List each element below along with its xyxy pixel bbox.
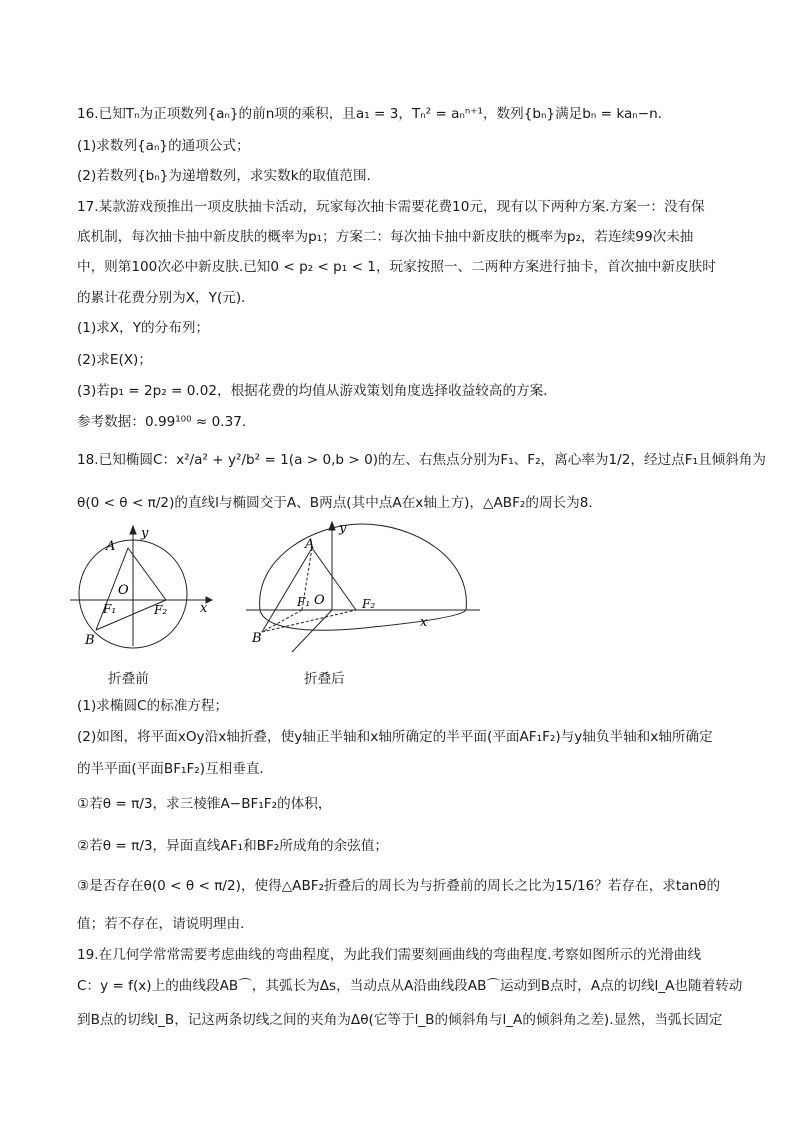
text-line-q17-a: 17.某款游戏预推出一项皮肤抽卡活动，玩家每次抽卡需要花费10元，现有以下两种方案.方案一：没有保: [77, 199, 705, 215]
figure-before-fold: [66, 522, 216, 654]
label-F2: F₂: [154, 603, 168, 617]
text-line-q18-2a: (2)如图，将平面xOy沿x轴折叠，使y轴正半轴和x轴所确定的半平面(平面AF₁F₂)与y轴负半轴和x轴所确定: [77, 729, 713, 745]
text-line-q19-c: 到B点的切线l_B，记这两条切线之间的夹角为Δθ(它等于l_B的倾斜角与l_A的倾斜角之差).显然，当弧长固定: [77, 1012, 723, 1028]
label-B: B: [85, 633, 95, 648]
text-line-q17-d: 的累计花费分别为X，Y(元)．: [77, 290, 255, 306]
label-O: O: [314, 593, 325, 608]
text-line-q18-b: θ(0 < θ < π/2)的直线l与椭圆交于A、B两点(其中点A在x轴上方)，△ABF₂的周长为8．: [77, 495, 602, 511]
text-line-q18-iii-a: ③是否存在θ(0 < θ < π/2)，使得△ABF₂折叠后的周长为与折叠前的周长之比为15/16？若存在，求tanθ的: [77, 878, 721, 894]
text-line-q18-2b: 的半平面(平面BF₁F₂)互相垂直．: [77, 761, 274, 777]
label-F1: F₁: [297, 595, 311, 609]
text-line-q17-b: 底机制，每次抽卡抽中新皮肤的概率为p₁；方案二：每次抽卡抽中新皮肤的概率为p₂，若连续99次未抽: [77, 229, 694, 245]
text-line-q17-c: 中，则第100次必中新皮肤.已知0 < p₂ < p₁ < 1，玩家按照一、二两种方案进行抽卡，首次抽中新皮肤时: [77, 259, 716, 275]
label-x: x: [200, 601, 208, 616]
label-A: A: [305, 537, 315, 552]
label-y: y: [339, 521, 347, 536]
label-O: O: [118, 583, 129, 598]
text-line-q19-b: C：y = f(x)上的曲线段AB⌒，其弧长为Δs，当动点从A沿曲线段AB⌒运动到B点时，A点的切线l_A也随着转动: [77, 978, 743, 994]
text-line-q19-a: 19.在几何学常常需要考虑曲线的弯曲程度，为此我们需要刻画曲线的弯曲程度.考察如图所示的光滑曲线: [77, 947, 702, 963]
text-line-q18-i: ①若θ = π/3，求三棱锥A−BF₁F₂的体积，: [77, 796, 332, 812]
text-line-q16-1: (1)求数列{aₙ}的通项公式；: [77, 138, 250, 154]
label-A: A: [106, 539, 116, 554]
label-y: y: [141, 526, 149, 541]
text-line-q17-1: (1)求X，Y的分布列；: [77, 320, 210, 336]
label-F2: F₂: [362, 597, 376, 611]
text-line-q18-1: (1)求椭圆C的标准方程；: [77, 698, 229, 714]
text-line-q16-2: (2)若数列{bₙ}为递增数列，求实数k的取值范围．: [77, 168, 381, 184]
text-line-q17-2: (2)求E(X)；: [77, 352, 152, 368]
text-line-q18-a: 18.已知椭圆C：x²/a² + y²/b² = 1(a > 0,b > 0)的左、右焦点分别为F₁、F₂，离心率为1/2，经过点F₁且倾斜角为: [77, 452, 766, 468]
text-line-q16-stem: 16.已知Tₙ为正项数列{aₙ}的前n项的乘积，且a₁ = 3，Tₙ² = aₙⁿ⁺¹，数列{bₙ}满足bₙ = kaₙ−n．: [77, 106, 672, 122]
figure-after-fold: [244, 518, 484, 658]
label-x: x: [420, 615, 428, 630]
caption-before-fold: 折叠前: [108, 671, 149, 687]
label-B: B: [252, 631, 262, 646]
caption-after-fold: 折叠后: [304, 671, 345, 687]
text-line-q18-ii: ②若θ = π/3，异面直线AF₁和BF₂所成角的余弦值；: [77, 838, 389, 854]
text-line-q17-ref: 参考数据：0.99¹⁰⁰ ≈ 0.37．: [77, 414, 256, 430]
text-line-q17-3: (3)若p₁ = 2p₂ = 0.02，根据花费的均值从游戏策划角度选择收益较高的方案．: [77, 383, 557, 399]
text-line-q18-iii-b: 值；若不存在，请说明理由．: [77, 916, 254, 932]
label-F1: F₁: [103, 602, 117, 616]
